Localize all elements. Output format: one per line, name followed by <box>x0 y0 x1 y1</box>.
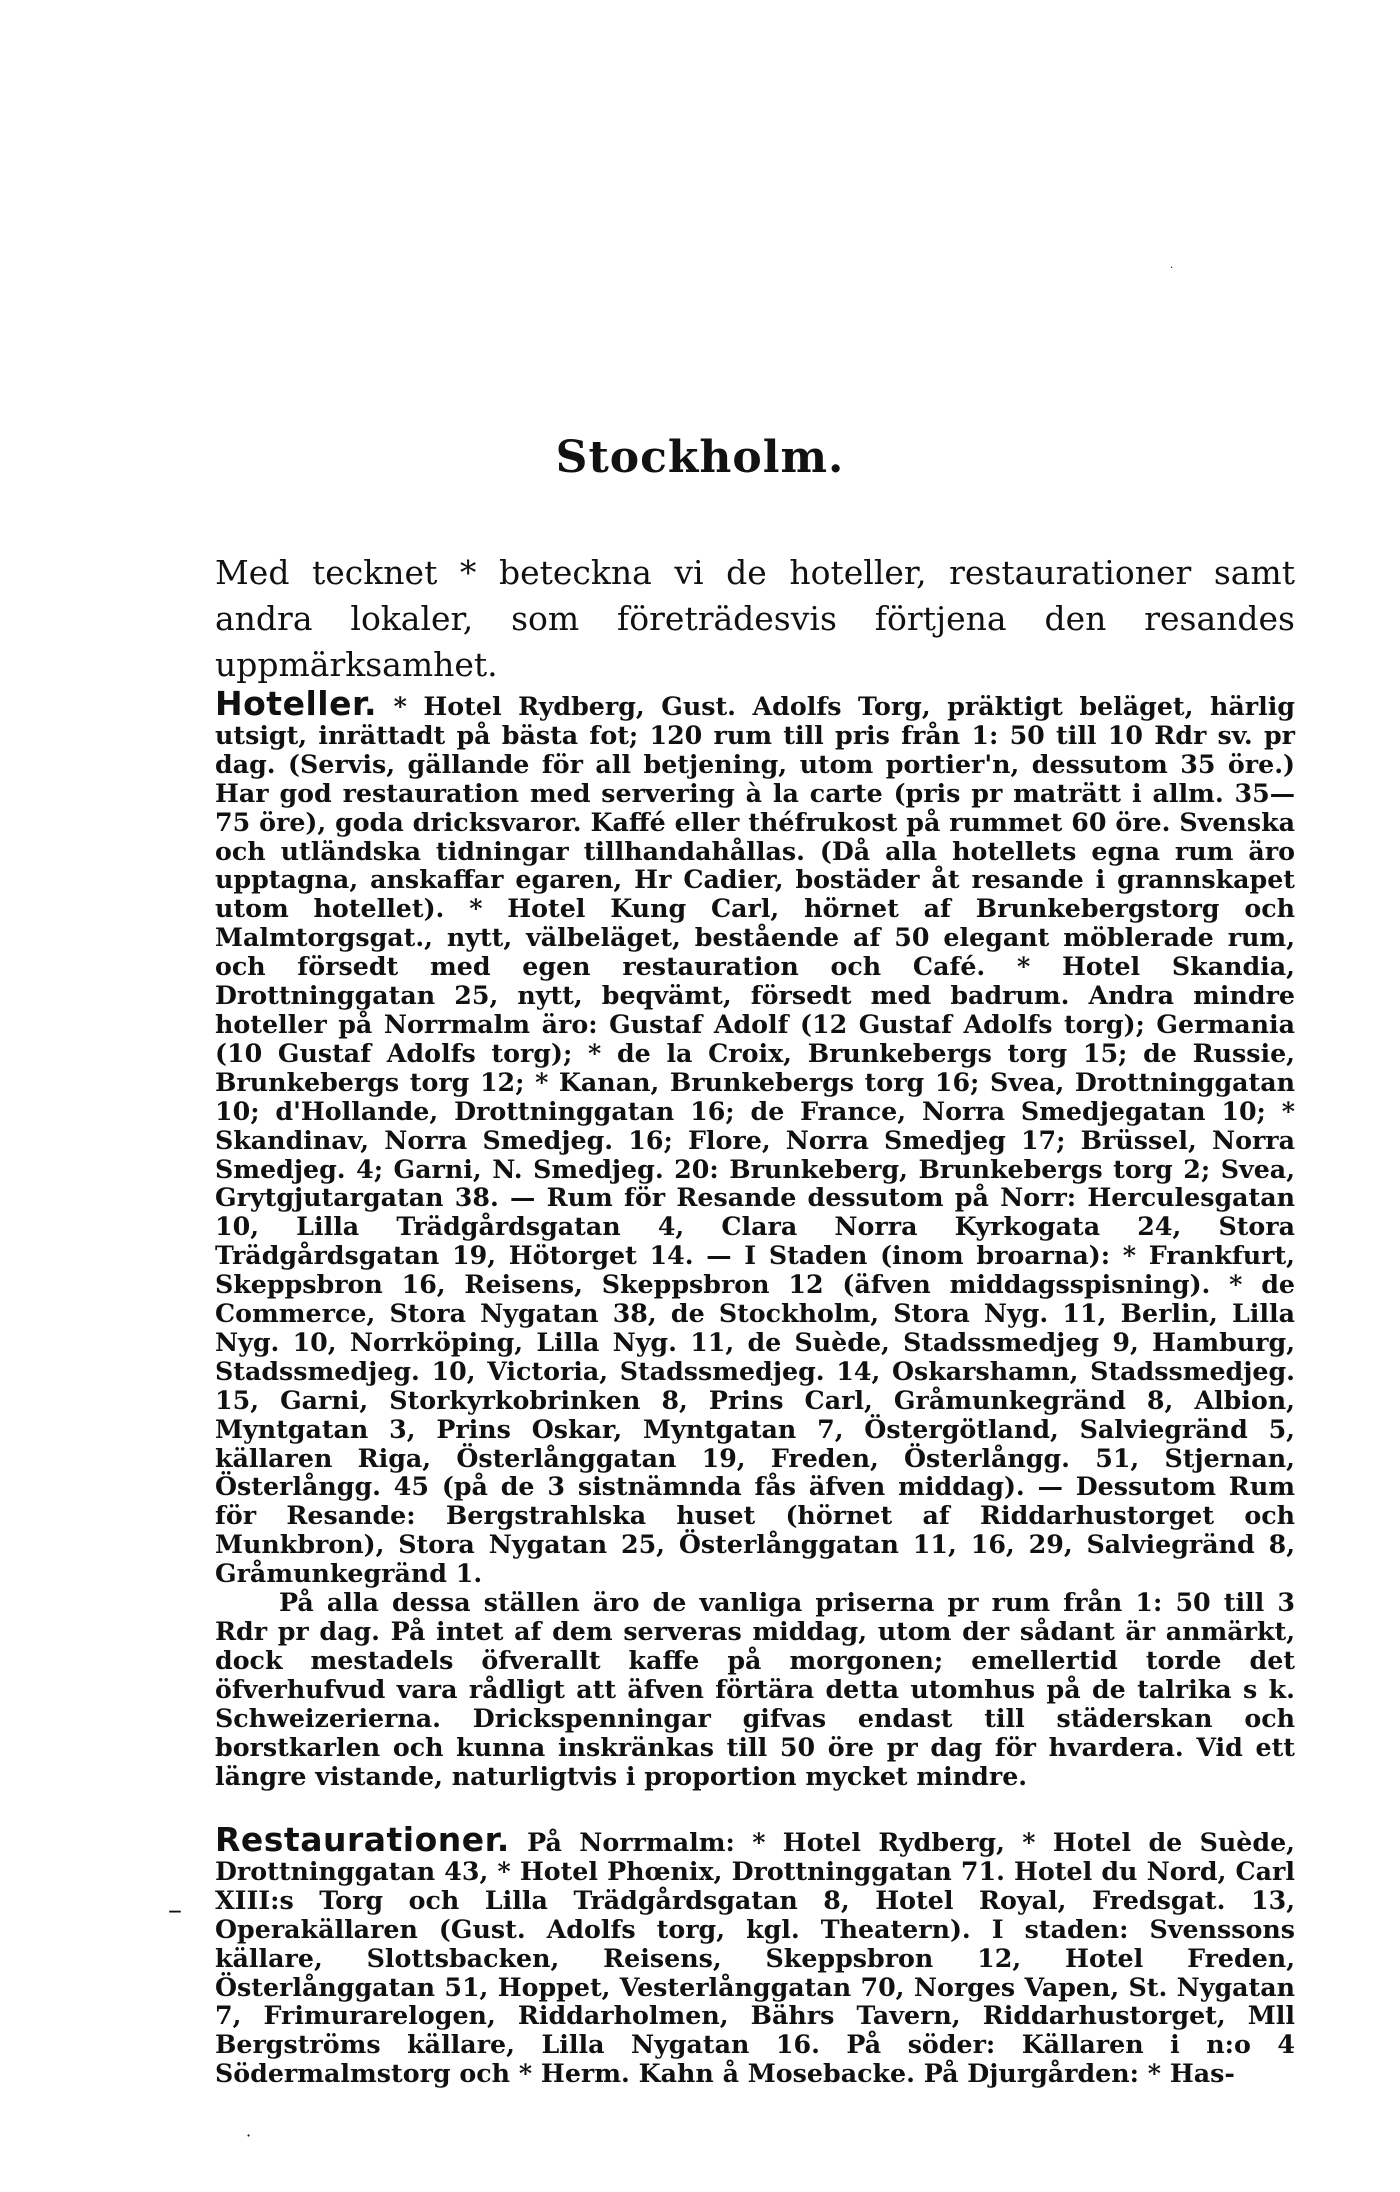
hotels-paragraph <box>215 684 1295 1589</box>
margin-dot: · <box>246 2126 252 2145</box>
restaurants-paragraph <box>215 1820 1295 2089</box>
hotels-prices-paragraph: På alla dessa ställen äro de vanliga priserna pr rum från 1: 50 till 3 Rdr pr dag. På intet af dem serveras middag, utom der sådant är anmärkt, dock mestadels öfverallt kaffe på morgonen; emellertid torde det öfverhufvud vara rådligt att äfven förtära detta utomhus på de talrika s k. Schweizerierna. Drickspenningar gifvas endast till städerskan och borstkarlen och kunna inskränkas till 50 öre pr dag för hvardera. Vid ett längre vistande, naturligtvis i proportion mycket mindre. <box>215 1587 1295 1791</box>
hotels-heading: Hoteller. <box>215 684 378 723</box>
restaurants-heading: Restaurationer. <box>215 1820 510 1859</box>
page-title: Stockholm. <box>555 432 845 483</box>
page-speck: · <box>1170 263 1174 274</box>
restaurants-text: På Norrmalm: * Hotel Rydberg, * Hotel de Suède, Drottninggatan 43, * Hotel Phœnix, Drottninggatan 71. Hotel du Nord, Carl XIII:s Torg och Lilla Trädgårdsgatan 8, Hotel Royal, Fredsgat. 13, Operakällaren (Gust. Adolfs torg, kgl. Theatern). I staden: Svenssons källare, Slottsbacken, Reisens, Skeppsbron 12, Hotel Freden, Österlånggatan 51, Hoppet, Vesterlånggatan 70, Norges Vapen, St. Nygatan 7, Frimurarelogen, Riddarholmen, Bährs Tavern, Riddarhustorget, Mll Bergströms källare, Lilla Nygatan 16. På söder: Källaren i n:o 4 Södermalmstorg och * Herm. Kahn å Mosebacke. På Djurgården: * Has- <box>215 1827 1295 2089</box>
hotels-text: * Hotel Rydberg, Gust. Adolfs Torg, präktigt beläget, härlig utsigt, inrättadt på bästa fot; 120 rum till pris från 1: 50 till 10 Rdr sv. pr dag. (Servis, gällande för all betjening, utom portier'n, dessutom 35 öre.) Har god restauration med servering à la carte (pris pr maträtt i allm. 35—75 öre), goda dricksvaror. Kaffé eller théfrukost på rummet 60 öre. Svenska och utländska tidningar tillhandahållas. (Då alla hotellets egna rum äro upptagna, anskaffar egaren, Hr Cadier, bostäder åt resande i grannskapet utom hotellet). * Hotel Kung Carl, hörnet af Brunkebergstorg och Malmtorgsgat., nytt, välbeläget, bestående af 50 elegant möblerade rum, och försedt med egen restauration och Café. * Hotel Skandia, Drottninggatan 25, nytt, beqvämt, försedt med badrum. Andra mindre hoteller på Norrmalm äro: Gustaf Adolf (12 Gustaf Adolfs torg); Germania (10 Gustaf Adolfs torg); * de la Croix, Brunkebergs torg 15; de Russie, Brunkebergs torg 12; * Kanan, Brunkebergs torg 16; Svea, Drottninggatan 10; d'Hollande, Drottninggatan 16; de France, Norra Smedjegatan 10; * Skandinav, Norra Smedjeg. 16; Flore, Norra Smedjeg 17; Brüssel, Norra Smedjeg. 4; Garni, N. Smedjeg. 20: Brunkeberg, Brunkebergs torg 2; Svea, Grytgjutargatan 38. — Rum för Resande dessutom på Norr: Herculesgatan 10, Lilla Trädgårdsgatan 4, Clara Norra Kyrkogata 24, Stora Trädgårdsgatan 19, Hötorget 14. — I Staden (inom broarna): * Frankfurt, Skeppsbron 16, Reisens, Skeppsbron 12 (äfven middagsspisning). * de Commerce, Stora Nygatan 38, de Stockholm, Stora Nyg. 11, Berlin, Lilla Nyg. 10, Norrköping, Lilla Nyg. 11, de Suède, Stadssmedjeg 9, Hamburg, Stadssmedjeg. 10, Victoria, Stadssmedjeg. 14, Oskarshamn, Stadssmedjeg. 15, Garni, Storkyrkobrinken 8, Prins Carl, Gråmunkegränd 8, Albion, Myntgatan 3, Prins Oskar, Myntgatan 7, Östergötland, Salviegränd 5, källaren Riga, Österlånggatan 19, Freden, Österlångg. 51, Stjernan, Österlångg. 45 (på de 3 sistnämnda fås äfven middag). — Dessutom Rum för Resande: Bergstrahlska huset (hörnet af Riddarhustorget och Munkbron), Stora Nygatan 25, Österlånggatan 11, 16, 29, Salviegränd 8, Gråmunkegränd 1. <box>215 691 1295 1589</box>
margin-dash: – <box>168 1893 182 1926</box>
hotels-section <box>215 684 1295 1791</box>
restaurants-section <box>215 1820 1295 2089</box>
intro-paragraph: Med tecknet * beteckna vi de hoteller, restaurationer samt andra lokaler, som företrädesvis förtjena den resandes uppmärksamhet. <box>215 553 1295 684</box>
